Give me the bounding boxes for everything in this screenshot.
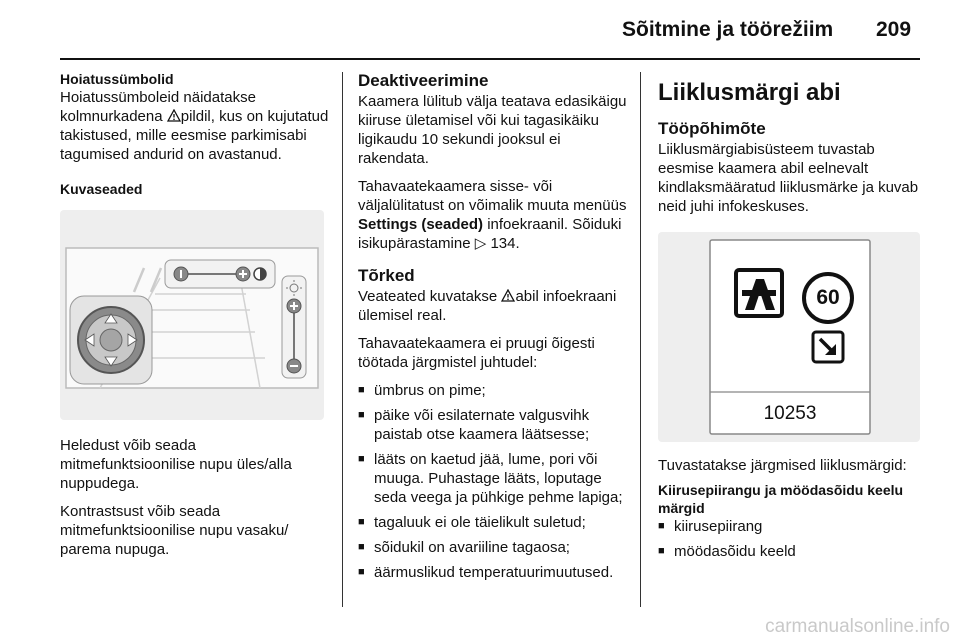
heading-speed-and-overtaking-signs: Kiirusepiirangu ja möödasõidu keelu märgid	[658, 482, 904, 516]
paragraph-detected-signs: Tuvastatakse järgmised liiklusmärgid:	[658, 457, 907, 474]
list-item: ■ tagaluuk ei ole täielikult suletud;	[358, 513, 628, 532]
signs-list	[658, 517, 920, 561]
heading-warning-symbols: Hoiatussümbolid	[60, 71, 174, 87]
heading-operating-principle: Tööpõhimõte	[658, 119, 766, 138]
text: Hoiatussümboleid näidatakse kolmnurkadena	[60, 89, 256, 125]
page-reference-icon: ▷	[474, 235, 487, 252]
heading-faults: Tõrked	[358, 266, 415, 285]
heading-traffic-sign-assist: Liiklusmärgi abi	[658, 79, 841, 106]
paragraph-brightness: Heledust võib seada mitmefunktsioonilise nupu üles/alla nuppudega.	[60, 437, 292, 492]
list-item: ■ möödasõidu keeld	[658, 542, 920, 561]
warning-triangle-icon	[501, 288, 515, 301]
text: infoekraanil. Sõiduki isikupärastamine	[358, 216, 622, 252]
warning-triangle-icon	[167, 108, 181, 121]
heading-display-settings: Kuvaseaded	[60, 181, 143, 197]
text: Veateated kuvatakse	[358, 288, 498, 305]
column-3	[658, 78, 920, 567]
heading-deactivation: Deaktiveerimine	[358, 71, 489, 90]
paragraph-operating-principle: Liiklusmärgiabisüsteem tuvastab eesmise kaamera abil eelnevalt kindlaksmääratud liiklusmärke ja kuvab neid juhi infokeskuses.	[658, 141, 919, 215]
paragraph-warning-symbols	[60, 88, 330, 164]
text: 134.	[490, 235, 520, 252]
column-divider-1	[342, 72, 343, 607]
speed-limit-value: 60	[816, 286, 840, 309]
text: Tahavaatekaamera sisse- või väljalülitatust on võimalik muuta menüüs	[358, 178, 627, 214]
list-item: ■ sõidukil on avariiline tagaosa;	[358, 538, 628, 557]
column-2	[358, 70, 628, 588]
menu-reference: Settings (seaded)	[358, 216, 484, 233]
paragraph-deactivation: Kaamera lülitub välja teatava edasikäigu kiiruse ületamisel või kui tagasikäiku ligikaudu 10 sekundi jooksul ei rakendata.	[358, 93, 627, 167]
list-item: ■ ümbrus on pime;	[358, 381, 628, 400]
header-rule	[60, 58, 920, 60]
list-item: ■ äärmuslikud temperatuurimuutused.	[358, 563, 628, 582]
conditions-list	[358, 381, 628, 582]
page-number: 209	[876, 18, 912, 41]
paragraph-settings	[358, 177, 628, 253]
list-item: ■ kiirusepiirang	[658, 517, 920, 536]
paragraph-errors	[358, 287, 628, 325]
list-item: ■ päike või esilaternate valgusvihk paistab otse kaamera läätsesse;	[358, 406, 628, 444]
paragraph-contrast: Kontrastsust võib seada mitmefunktsioonilise nupu vasaku/ parema nupuga.	[60, 503, 289, 558]
page-header-title: Sõitmine ja töörežiim	[622, 18, 834, 41]
paragraph-conditions: Tahavaatekaamera ei pruugi õigesti töötada järgmistel juhtudel:	[358, 335, 595, 371]
column-divider-2	[640, 72, 641, 607]
sign-code: 10253	[763, 403, 817, 424]
column-1	[60, 70, 330, 559]
text: abil infoekraani ülemisel real.	[358, 288, 617, 324]
watermark: carmanualsonline.info	[765, 616, 950, 637]
display-settings-figure	[60, 210, 324, 420]
list-item: ■ lääts on kaetud jää, lume, pori või muuga. Puhastage lääts, loputage seda veega ja pühkige pehme lapiga;	[358, 450, 628, 507]
text: pildil, kus on kujutatud takistused, mille eesmise parkimisabi tagumised andurid on avastanud.	[60, 108, 329, 163]
traffic-sign-figure	[658, 232, 920, 442]
